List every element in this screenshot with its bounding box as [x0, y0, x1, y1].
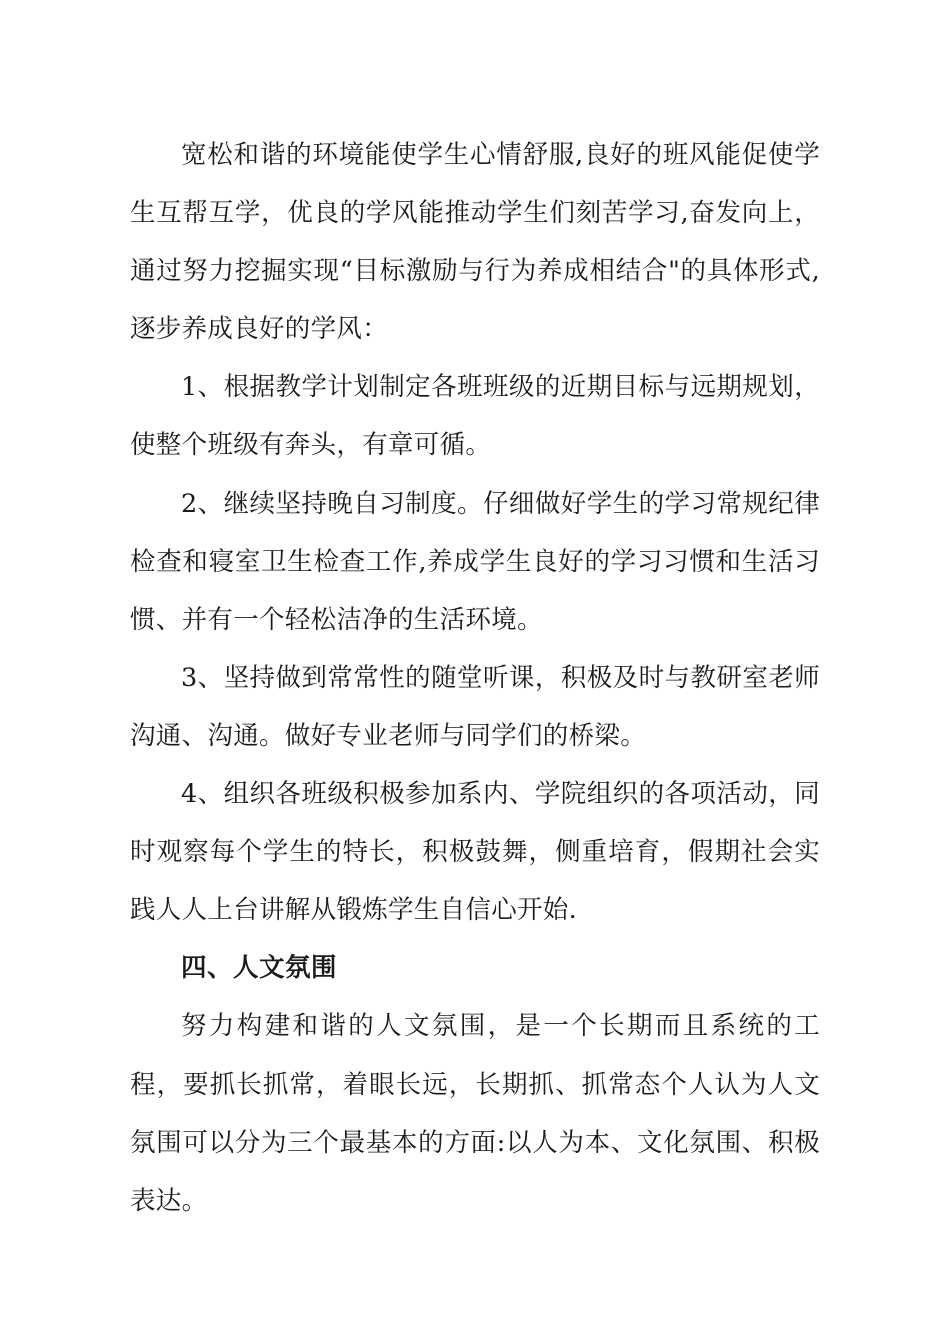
list-item-evening-study: 2、继续坚持晚自习制度。仔细做好学生的学习常规纪律检查和寝室卫生检查工作,养成学生良好的学习习惯和生活习惯、并有一个轻松洁净的生活环境。 — [130, 488, 820, 635]
section-heading: 四、人文氛围 — [181, 953, 338, 984]
list-item-class-observation: 3、坚持做到常常性的随堂听课，积极及时与教研室老师沟通、沟通。做好专业老师与同学们的桥梁。 — [130, 662, 820, 751]
paragraph-study-atmosphere: 宽松和谐的环境能使学生心情舒服,良好的班风能促使学生互帮互学，优良的学风能推动学生们刻苦学习,奋发向上，通过努力挖掘实现“目标激励与行为养成相结合"的具体形式,逐步养成良好的学风： — [130, 140, 820, 345]
list-item-activities: 4、组织各班级积极参加系内、学院组织的各项活动，同时观察每个学生的特长，积极鼓舞，侧重培育，假期社会实践人人上台讲解从锻炼学生自信心开始. — [130, 779, 820, 926]
paragraph-humanistic-atmosphere: 努力构建和谐的人文氛围，是一个长期而且系统的工程，要抓长抓常，着眼长远，长期抓、抓常态个人认为人文氛围可以分为三个最基本的方面:以人为本、文化氛围、积极表达。 — [130, 1011, 820, 1216]
list-item-goal-planning: 1、根据教学计划制定各班班级的近期目标与远期规划，使整个班级有奔头，有章可循。 — [130, 372, 820, 461]
document-body — [130, 126, 820, 1230]
